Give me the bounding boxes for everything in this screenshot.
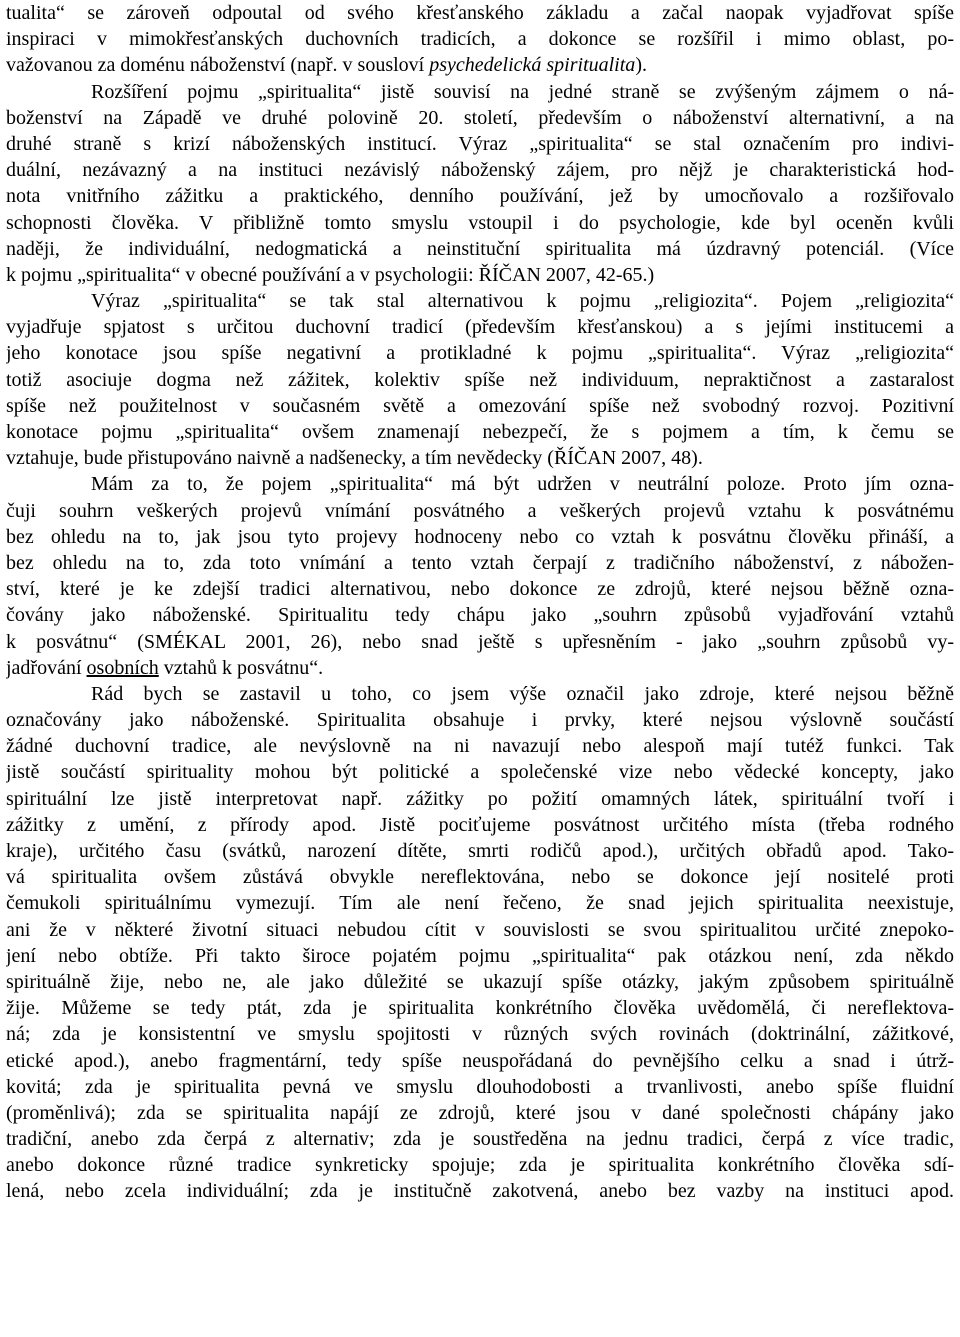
text-line — [6, 52, 954, 78]
text-segment: vyjadřuje spjatost s určitou duchovní tradicí (především křesťanskou) a s jejími institucemi a — [6, 316, 954, 339]
paragraph — [6, 0, 954, 79]
text-line — [6, 26, 954, 52]
text-line — [6, 550, 954, 576]
text-segment: Výraz „spiritualita“ se tak stal alternativou k pojmu „religiozita“. Pojem „religiozita“ — [91, 290, 954, 313]
text-line — [6, 681, 954, 707]
text-segment: (proměnlivá); zda se spiritualita napájí ze zdrojů, které jsou v dané společnosti chápány jako — [6, 1101, 954, 1124]
text-line — [6, 576, 954, 602]
text-line — [6, 1021, 954, 1047]
text-segment: Mám za to, že pojem „spiritualita“ má být udržen v neutrální poloze. Proto jím ozna- — [91, 473, 954, 496]
text-segment: nota vnitřního zážitku a praktického, denního používání, jež by umocňovalo a rozšiřovalo — [6, 185, 954, 208]
text-line — [6, 943, 954, 969]
text-line — [6, 288, 954, 314]
text-line — [6, 812, 954, 838]
text-line — [6, 917, 954, 943]
text-line — [6, 314, 954, 340]
text-line — [6, 655, 954, 681]
text-line — [6, 210, 954, 236]
text-segment: jení nebo obtíže. Při takto široce pojatém pojmu „spiritualita“ pak otázkou není, zda někdo — [6, 944, 954, 967]
underlined-text: osobních — [86, 656, 159, 679]
text-segment: konotace pojmu „spiritualita“ ovšem znamenají nebezpečí, že s pojmem a tím, k čemu se — [6, 421, 954, 443]
text-segment: Rád bych se zastavil u toho, co jsem výše označil jako zdroje, které nejsou běžně — [91, 682, 954, 705]
text-line — [6, 0, 954, 26]
text-line — [6, 524, 954, 550]
paragraph — [6, 288, 954, 471]
text-segment: schopnosti člověka. V přibližně tomto smyslu vstoupil i do psychologie, kde byl oceněn kvůli — [6, 211, 954, 234]
text-line — [6, 602, 954, 628]
text-segment: žádné duchovní tradice, ale nevýslovně na ni navazují nebo alespoň mají tutéž funkci. Tak — [6, 735, 954, 758]
text-line — [6, 1126, 954, 1152]
text-segment: inspiraci v mimokřesťanských duchovních tradicích, a dokonce se rozšířil i mimo oblast, po- — [6, 28, 954, 51]
text-line — [6, 759, 954, 785]
text-segment: čemukoli spirituálnímu vymezují. Tím ale není řečeno, že snad jejich spiritualita neexistuje, — [6, 892, 954, 915]
text-segment: jistě součástí spirituality mohou být politické a společenské vize nebo vědecké koncepty, jako — [6, 761, 954, 784]
text-segment: čovány jako náboženské. Spiritualitu tedy chápu jako „souhrn způsobů vyjadřování vztahů — [6, 604, 954, 627]
text-segment: spíše než použitelnost v současném světě a omezování spíše než svobodný rozvoj. Pozitivní — [6, 394, 954, 417]
text-segment: k pojmu „spiritualita“ v obecné používání a v psychologii: ŘÍČAN 2007, 42-65.) — [6, 263, 655, 286]
text-segment: označovány jako náboženské. Spiritualita obsahuje i prvky, které nejsou výslovně součástí — [6, 709, 954, 732]
text-line — [6, 340, 954, 366]
text-segment: bez ohledu na to, jak jsou tyto projevy hodnoceny nebo co vztah k posvátnu člověku přináší, a — [6, 525, 954, 548]
text-segment: važovanou za doménu náboženství (např. v sousloví — [6, 54, 430, 77]
text-line — [6, 79, 954, 105]
text-line — [6, 419, 954, 445]
text-segment: ani že v některé životní situaci nebudou cítit v souvislosti se svou spiritualitou určité znepoko- — [6, 918, 954, 941]
text-line — [6, 498, 954, 524]
text-line — [6, 707, 954, 733]
text-line — [6, 1152, 954, 1178]
paragraph — [6, 79, 954, 289]
document-page — [6, 0, 954, 1205]
text-line — [6, 629, 954, 655]
text-line — [6, 786, 954, 812]
text-segment: Rozšíření pojmu „spiritualita“ jistě souvisí na jedné straně se zvýšeným zájmem o ná- — [91, 80, 954, 103]
text-segment: ství, které je ke zdejší tradici alternativou, nebo dokonce ze zdrojů, které nejsou běžně ozna- — [6, 578, 954, 601]
text-segment: spirituální lze jistě interpretovat např. zážitky po požití omamných látek, spirituální tvoří i — [6, 787, 954, 810]
text-segment: jadřování — [6, 656, 87, 679]
text-segment: bez ohledu na to, zda toto vnímání a tento vztah čerpají z tradičního náboženství, z nábožen- — [6, 551, 954, 574]
text-segment: jeho konotace jsou spíše negativní a protikladné k pojmu „spiritualita“. Výraz „religiozita“ — [6, 342, 954, 365]
text-segment: kovitá; zda je spiritualita pevná ve smyslu dlouhodobosti a trvanlivosti, anebo spíše fluidní — [6, 1075, 954, 1098]
text-line — [6, 183, 954, 209]
text-segment: žije. Můžeme se tedy ptát, zda je spiritualita konkrétního člověka uvědomělá, či nereflektova- — [6, 997, 954, 1020]
text-segment: naději, že individuální, nedogmatická a neinstituční spiritualita má úzdravný potenciál. (Více — [6, 237, 954, 260]
text-line — [6, 131, 954, 157]
text-line — [6, 1178, 954, 1204]
text-line — [6, 838, 954, 864]
text-line — [6, 969, 954, 995]
text-segment: boženství na Západě ve druhé polovině 20. století, především o náboženství alternativní, a na — [6, 106, 954, 129]
text-line — [6, 367, 954, 393]
text-line — [6, 262, 954, 288]
text-segment: duální, nezávazný a na instituci nezávislý náboženský zájem, pro nějž je charakteristická hod- — [6, 159, 954, 182]
text-segment: spirituálně žije, nebo ne, ale jako důležité se ukazují spíše otázky, jakým způsobem spirituálně — [6, 970, 954, 993]
text-line — [6, 1074, 954, 1100]
text-line — [6, 471, 954, 497]
text-segment: vztahů k posvátnu“. — [158, 656, 324, 679]
text-segment: vá spiritualita ovšem zůstává obvykle nereflektována, nebo se dokonce její nositelé proti — [6, 866, 954, 889]
paragraph — [6, 471, 954, 681]
text-segment: lená, nebo zcela individuální; zda je institučně zakotvená, anebo bez vazby na instituci apod. — [6, 1180, 954, 1203]
text-segment: anebo dokonce různé tradice synkreticky spojuje; zda je spiritualita konkrétního člověka sdí- — [6, 1154, 954, 1177]
text-line — [6, 995, 954, 1021]
text-segment: totiž asociuje dogma než zážitek, kolektiv spíše než individuum, nepraktičnost a zastaralost — [6, 368, 954, 391]
text-line — [6, 733, 954, 759]
text-line — [6, 393, 954, 419]
text-segment: tualita“ se zároveň odpoutal od svého křesťanského základu a začal naopak vyjadřovat spíše — [6, 2, 954, 24]
text-segment: ná; zda je konsistentní ve smyslu spojitosti v různých svých rovinách (doktrinální, zážitkové, — [6, 1023, 954, 1046]
text-segment: vztahuje, bude přistupováno naivně a nadšenecky, a tím nevědecky (ŘÍČAN 2007, 48). — [6, 447, 703, 470]
text-line — [6, 890, 954, 916]
text-segment: druhé straně s krizí náboženských institucí. Výraz „spiritualita“ se stal označením pro indivi- — [6, 132, 954, 155]
paragraph — [6, 681, 954, 1205]
text-line — [6, 157, 954, 183]
text-line — [6, 105, 954, 131]
text-line — [6, 1100, 954, 1126]
text-segment: tradiční, anebo zda čerpá z alternativ; zda je soustředěna na jednu tradici, čerpá z více tradic, — [6, 1128, 954, 1151]
text-line — [6, 1048, 954, 1074]
text-segment: čuji souhrn veškerých projevů vnímání posvátného a veškerých projevů vztahu k posvátnému — [6, 499, 954, 522]
text-line — [6, 445, 954, 471]
text-segment: k posvátnu“ (SMÉKAL 2001, 26), nebo snad ještě s upřesněním - jako „souhrn způsobů vy- — [6, 630, 954, 653]
text-segment: etické apod.), anebo fragmentární, tedy spíše neuspořádaná do pevnějšího celku a snad i útrž- — [6, 1049, 954, 1072]
text-segment: ). — [635, 54, 647, 77]
italic-text: psychedelická spiritualita — [429, 54, 636, 77]
text-line — [6, 236, 954, 262]
text-line — [6, 864, 954, 890]
text-segment: zážitky z umění, z přírody apod. Jistě pociťujeme posvátnost určitého místa (třeba rodného — [6, 813, 954, 836]
text-segment: kraje), určitého času (svátků, narození dítěte, smrti rodičů apod.), určitých obřadů apod. Tako- — [6, 840, 954, 862]
